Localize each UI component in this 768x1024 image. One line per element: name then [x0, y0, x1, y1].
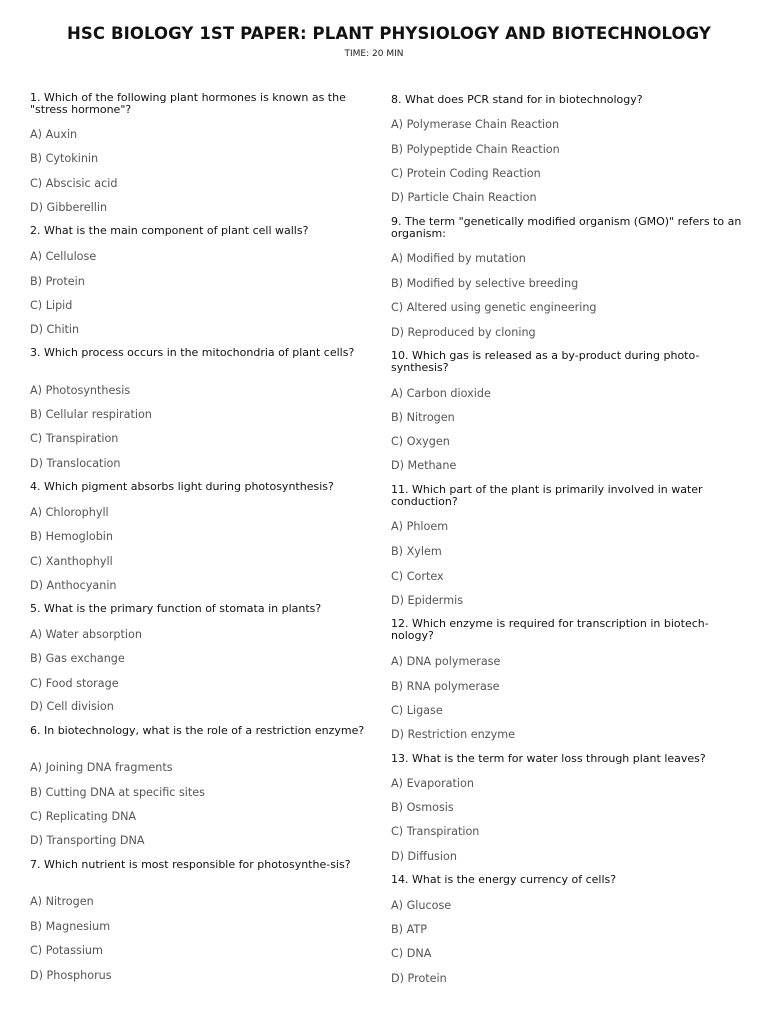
option-b: B) Magnesium	[30, 920, 111, 933]
option-c: C) Abscisic acid	[30, 177, 118, 190]
question-text: 11. Which part of the plant is primarily involved in water conduction?	[391, 483, 703, 508]
option-b: B) RNA polymerase	[391, 680, 500, 693]
option-b: B) Xylem	[391, 545, 442, 558]
option-b: B) Osmosis	[391, 801, 454, 814]
question-text: 6. In biotechnology, what is the role of a restriction enzyme?	[30, 724, 365, 737]
option-d: D) Methane	[391, 459, 457, 472]
option-c: C) DNA	[391, 947, 432, 960]
option-a: A) Chlorophyll	[30, 506, 109, 519]
option-d: D) Cell division	[30, 700, 114, 713]
option-d: D) Restriction enzyme	[391, 728, 515, 741]
option-c: C) Xanthophyll	[30, 555, 113, 568]
question-text: 8. What does PCR stand for in biotechnology?	[391, 93, 643, 106]
option-b: B) Cytokinin	[30, 152, 99, 165]
option-d: D) Phosphorus	[30, 969, 112, 982]
option-d: D) Translocation	[30, 457, 121, 470]
option-a: A) Nitrogen	[30, 895, 94, 908]
option-a: A) DNA polymerase	[391, 655, 501, 668]
question-text: 2. What is the main component of plant cell walls?	[30, 224, 309, 237]
option-b: B) Nitrogen	[391, 411, 455, 424]
option-b: B) Cutting DNA at specific sites	[30, 786, 205, 799]
option-d: D) Diffusion	[391, 850, 457, 863]
option-b: B) Gas exchange	[30, 652, 125, 665]
question-text: 4. Which pigment absorbs light during photosynthesis?	[30, 480, 334, 493]
option-c: C) Altered using genetic engineering	[391, 301, 597, 314]
option-d: D) Anthocyanin	[30, 579, 117, 592]
option-a: A) Modified by mutation	[391, 252, 526, 265]
option-d: D) Protein	[391, 972, 447, 985]
option-b: B) ATP	[391, 923, 427, 936]
option-a: A) Polymerase Chain Reaction	[391, 118, 560, 131]
option-c: C) Ligase	[391, 704, 443, 717]
option-d: D) Chitin	[30, 323, 80, 336]
option-b: B) Modified by selective breeding	[391, 277, 579, 290]
option-c: C) Oxygen	[391, 435, 450, 448]
option-c: C) Transpiration	[391, 825, 480, 838]
option-a: A) Carbon dioxide	[391, 387, 491, 400]
question-text: 3. Which process occurs in the mitochondria of plant cells?	[30, 346, 355, 359]
option-d: D) Particle Chain Reaction	[391, 191, 537, 204]
option-b: B) Protein	[30, 275, 85, 288]
question-text: 14. What is the energy currency of cells?	[391, 873, 617, 886]
option-a: A) Cellulose	[30, 250, 97, 263]
question-text: 12. Which enzyme is required for transcription in biotech-nology?	[391, 617, 709, 642]
option-a: A) Water absorption	[30, 628, 142, 641]
option-c: C) Food storage	[30, 677, 119, 690]
option-a: A) Glucose	[391, 899, 452, 912]
question-text: 13. What is the term for water loss through plant leaves?	[391, 752, 706, 765]
option-a: A) Evaporation	[391, 777, 474, 790]
option-b: B) Hemoglobin	[30, 530, 113, 543]
question-text: 9. The term "genetically modified organism (GMO)" refers to an organism:	[391, 215, 742, 240]
option-c: C) Replicating DNA	[30, 810, 137, 823]
option-a: A) Photosynthesis	[30, 384, 131, 397]
option-c: C) Transpiration	[30, 432, 119, 445]
option-d: D) Gibberellin	[30, 201, 108, 214]
option-a: A) Auxin	[30, 128, 78, 141]
option-c: C) Lipid	[30, 299, 73, 312]
option-d: D) Reproduced by cloning	[391, 326, 536, 339]
time-limit: TIME: 20 MIN	[344, 49, 404, 59]
question-text: 1. Which of the following plant hormones is known as the "stress hormone"?	[30, 91, 346, 116]
option-b: B) Polypeptide Chain Reaction	[391, 143, 560, 156]
option-b: B) Cellular respiration	[30, 408, 152, 421]
page-title: HSC BIOLOGY 1ST PAPER: PLANT PHYSIOLOGY AND BIOTECHNOLOGY	[67, 24, 711, 43]
option-a: A) Phloem	[391, 520, 449, 533]
option-c: C) Potassium	[30, 944, 103, 957]
option-a: A) Joining DNA fragments	[30, 761, 173, 774]
option-c: C) Cortex	[391, 570, 444, 583]
option-d: D) Transporting DNA	[30, 834, 145, 847]
option-c: C) Protein Coding Reaction	[391, 167, 541, 180]
question-text: 5. What is the primary function of stomata in plants?	[30, 602, 322, 615]
question-text: 10. Which gas is released as a by-product during photo-synthesis?	[391, 349, 700, 374]
option-d: D) Epidermis	[391, 594, 464, 607]
question-text: 7. Which nutrient is most responsible for photosynthe-sis?	[30, 858, 351, 871]
